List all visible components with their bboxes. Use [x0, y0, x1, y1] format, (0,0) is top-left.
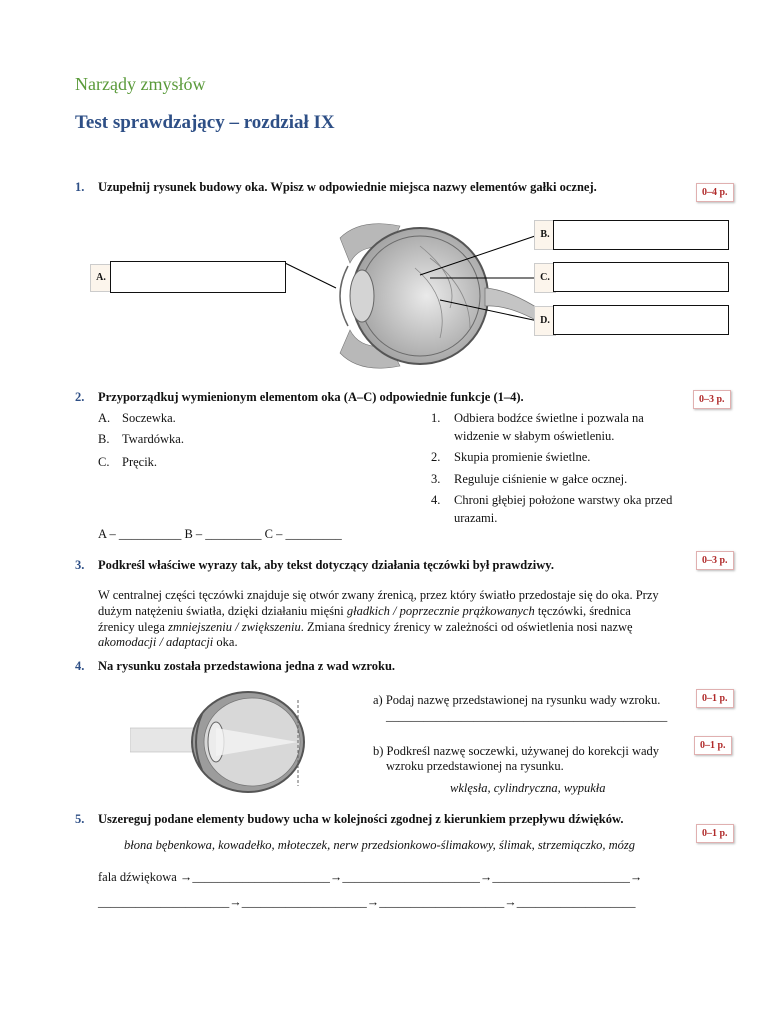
label-d: D.: [534, 306, 556, 336]
q3-paragraph-line: źrenicy ulega zmniejszeniu / zwiększeniu. Zmiana średnicy źrenicy w zależności od oświetlenia nosi nazwę: [98, 620, 633, 634]
list-item: C.: [98, 455, 110, 469]
question-4-number: 4.: [75, 659, 85, 673]
answer-box-d[interactable]: [553, 305, 729, 335]
question-4-text: Na rysunku została przedstawiona jedna z wad wzroku.: [98, 659, 396, 673]
question-5-number: 5.: [75, 812, 85, 826]
question-5-elements: błona bębenkowa, kowadełko, młoteczek, nerw przedsionkowo-ślimakowy, ślimak, strzemiączko, mózg: [124, 838, 636, 852]
label-c: C.: [534, 263, 556, 293]
q3-choice-size[interactable]: zmniejszeniu / zwiększeniu: [168, 620, 301, 634]
question-2-text: Przyporządkuj wymienionym elementom oka (A–C) odpowiednie funkcje (1–4).: [98, 390, 524, 404]
question-3-number: 3.: [75, 558, 85, 572]
q3-paragraph-line: akomodacji / adaptacji oka.: [98, 635, 238, 649]
question-5-answer-line-2[interactable]: _____________________→____________________→____________________→___________________: [98, 895, 636, 909]
function-item: Reguluje ciśnienie w gałce ocznej.: [454, 472, 628, 486]
list-item: Twardówka.: [122, 432, 184, 446]
function-item: 2.: [431, 450, 441, 464]
q3-choice-term[interactable]: akomodacji / adaptacji: [98, 635, 214, 649]
answer-box-b[interactable]: [553, 220, 729, 250]
page-title: Test sprawdzający – rozdział IX: [75, 112, 335, 133]
q3-paragraph-line: W centralnej części tęczówki znajduje się otwór zwany źrenicą, przez który światło przedostaje się do oka. Przy: [98, 588, 659, 602]
function-item: Skupia promienie świetlne.: [454, 450, 591, 464]
answer-box-a[interactable]: [110, 261, 286, 293]
list-item: Pręcik.: [122, 455, 158, 469]
function-item: 3.: [431, 472, 441, 486]
list-item: A.: [98, 411, 111, 425]
question-3-text: Podkreśl właściwe wyrazy tak, aby tekst dotyczący działania tęczówki był prawdziwy.: [98, 558, 554, 572]
question-4b-options[interactable]: wklęsła, cylindryczna, wypukła: [450, 781, 606, 795]
question-5-points: 0–1 p.: [696, 824, 734, 843]
function-item: 1.: [431, 411, 441, 425]
question-1-number: 1.: [75, 180, 85, 194]
question-4a-points: 0–1 p.: [696, 689, 734, 708]
question-2-number: 2.: [75, 390, 85, 404]
question-4a-text: a) Podaj nazwę przedstawionej na rysunku wady wzroku.: [373, 693, 661, 707]
question-1-text: Uzupełnij rysunek budowy oka. Wpisz w odpowiednie miejsca nazwy elementów gałki ocznej.: [98, 180, 597, 194]
list-item: Soczewka.: [122, 411, 176, 425]
question-5-answer-line-1[interactable]: fala dźwiękowa →______________________→______________________→______________________→: [98, 870, 643, 884]
function-item: Odbiera bodźce świetlne i pozwala na: [454, 411, 644, 425]
question-4b-text-line1: b) Podkreśl nazwę soczewki, używanej do korekcji wady: [373, 744, 660, 758]
question-2-answer-line[interactable]: A – __________ B – _________ C – _________: [98, 527, 342, 541]
function-item: urazami.: [454, 511, 498, 525]
function-item: 4.: [431, 493, 441, 507]
q3-paragraph-line: dużym natężeniu światła, dzięki działaniu mięśni gładkich / poprzecznie prążkowanych tęczówki, średnica: [98, 604, 631, 618]
q3-choice-muscles[interactable]: gładkich / poprzecznie prążkowanych: [346, 604, 535, 618]
question-4a-answer-line[interactable]: _____________________________________________: [386, 709, 668, 723]
vision-defect-image: [130, 690, 310, 800]
function-item: widzenie w słabym oświetleniu.: [454, 429, 615, 443]
list-item: B.: [98, 432, 110, 446]
label-a: A.: [90, 264, 112, 292]
chapter-title: Narządy zmysłów: [75, 74, 206, 94]
question-4b-text-line2: wzroku przedstawionej na rysunku.: [386, 759, 564, 773]
function-item: Chroni głębiej położone warstwy oka przed: [454, 493, 673, 507]
question-4b-points: 0–1 p.: [694, 736, 732, 755]
question-2-points: 0–3 p.: [693, 390, 731, 409]
question-5-text: Uszereguj podane elementy budowy ucha w kolejności zgodnej z kierunkiem przepływu dźwięków.: [98, 812, 624, 826]
question-3-points: 0–3 p.: [696, 551, 734, 570]
eye-label-lines: [0, 0, 768, 400]
label-b: B.: [534, 220, 556, 250]
question-1-points: 0–4 p.: [696, 183, 734, 202]
answer-box-c[interactable]: [553, 262, 729, 292]
